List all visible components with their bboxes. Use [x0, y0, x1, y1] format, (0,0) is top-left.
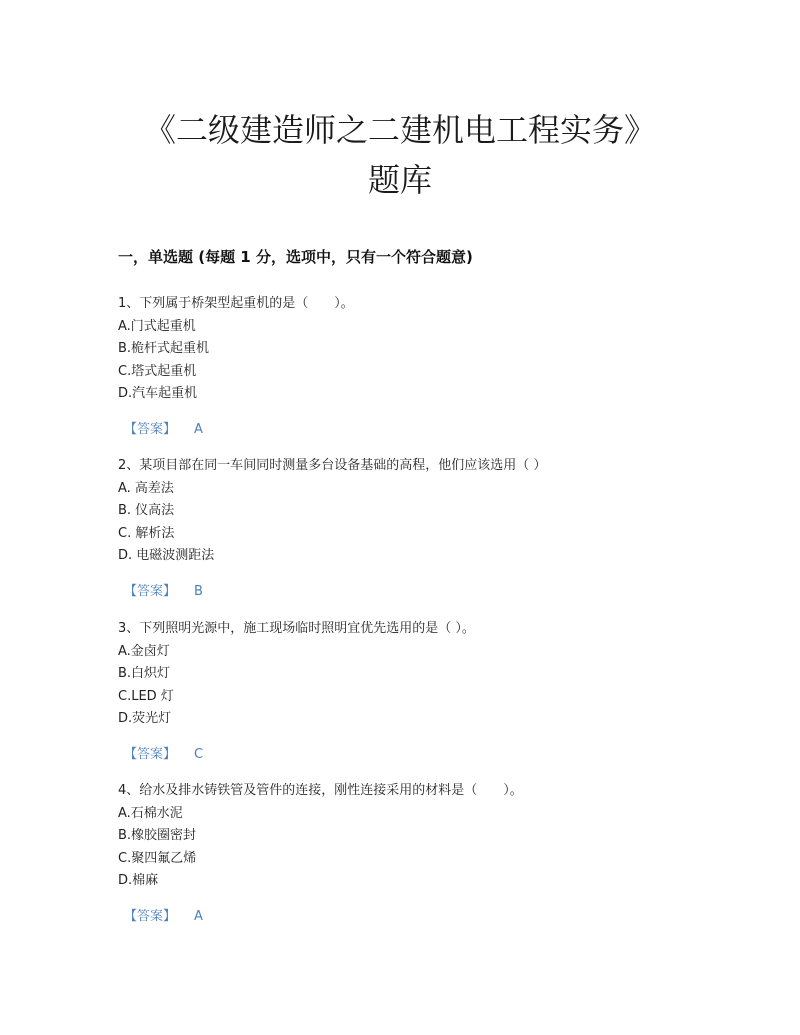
document-title-line-2: 题库	[367, 161, 432, 199]
question-3	[118, 618, 718, 766]
answer-value: A	[194, 908, 203, 924]
question-stem: 1、下列属于桥架型起重机的是（ ）。	[118, 296, 354, 311]
option-d: D.汽车起重机	[118, 386, 198, 401]
option-b: B.白炽灯	[118, 666, 171, 681]
option-a: A.石棉水泥	[118, 805, 183, 821]
option-c: C. 解析法	[118, 525, 175, 541]
answer-value: C	[194, 746, 204, 762]
option-a: A.金卤灯	[118, 643, 170, 659]
option-b: B. 仪高法	[118, 503, 175, 518]
option-c: C.聚四氟乙烯	[118, 850, 197, 866]
answer-row	[124, 906, 718, 928]
option-b: B.桅杆式起重机	[118, 341, 210, 356]
answer-row	[124, 419, 718, 441]
question-2	[118, 455, 718, 603]
section-heading: 一，单选题 (每题 1 分，选项中，只有一个符合题意)	[118, 248, 473, 266]
answer-row	[124, 744, 718, 766]
question-stem: 2、某项目部在同一车间同时测量多台设备基础的高程，他们应该选用（ ）	[118, 458, 547, 473]
answer-value: A	[194, 421, 203, 437]
question-1	[118, 293, 718, 441]
answer-label: 【答案】	[124, 746, 177, 762]
answer-row	[124, 581, 718, 603]
answer-label: 【答案】	[124, 421, 177, 437]
answer-label: 【答案】	[124, 583, 177, 599]
option-b: B.橡胶圈密封	[118, 828, 197, 843]
option-d: D. 电磁波测距法	[118, 548, 215, 563]
question-stem: 3、下列照明光源中，施工现场临时照明宜优先选用的是（ ）。	[118, 621, 475, 636]
question-4	[118, 780, 718, 928]
document-title-line-1: 《二级建造师之二建机电工程实务》	[143, 111, 656, 149]
option-c: C.塔式起重机	[118, 363, 197, 379]
option-d: D.棉麻	[118, 873, 159, 888]
option-d: D.荧光灯	[118, 711, 172, 726]
option-c: C.LED 灯	[118, 688, 174, 704]
answer-label: 【答案】	[124, 908, 177, 924]
question-stem: 4、给水及排水铸铁管及管件的连接，刚性连接采用的材料是（ ）。	[118, 783, 523, 798]
option-a: A. 高差法	[118, 480, 174, 496]
answer-value: B	[194, 583, 203, 599]
option-a: A.门式起重机	[118, 318, 196, 334]
